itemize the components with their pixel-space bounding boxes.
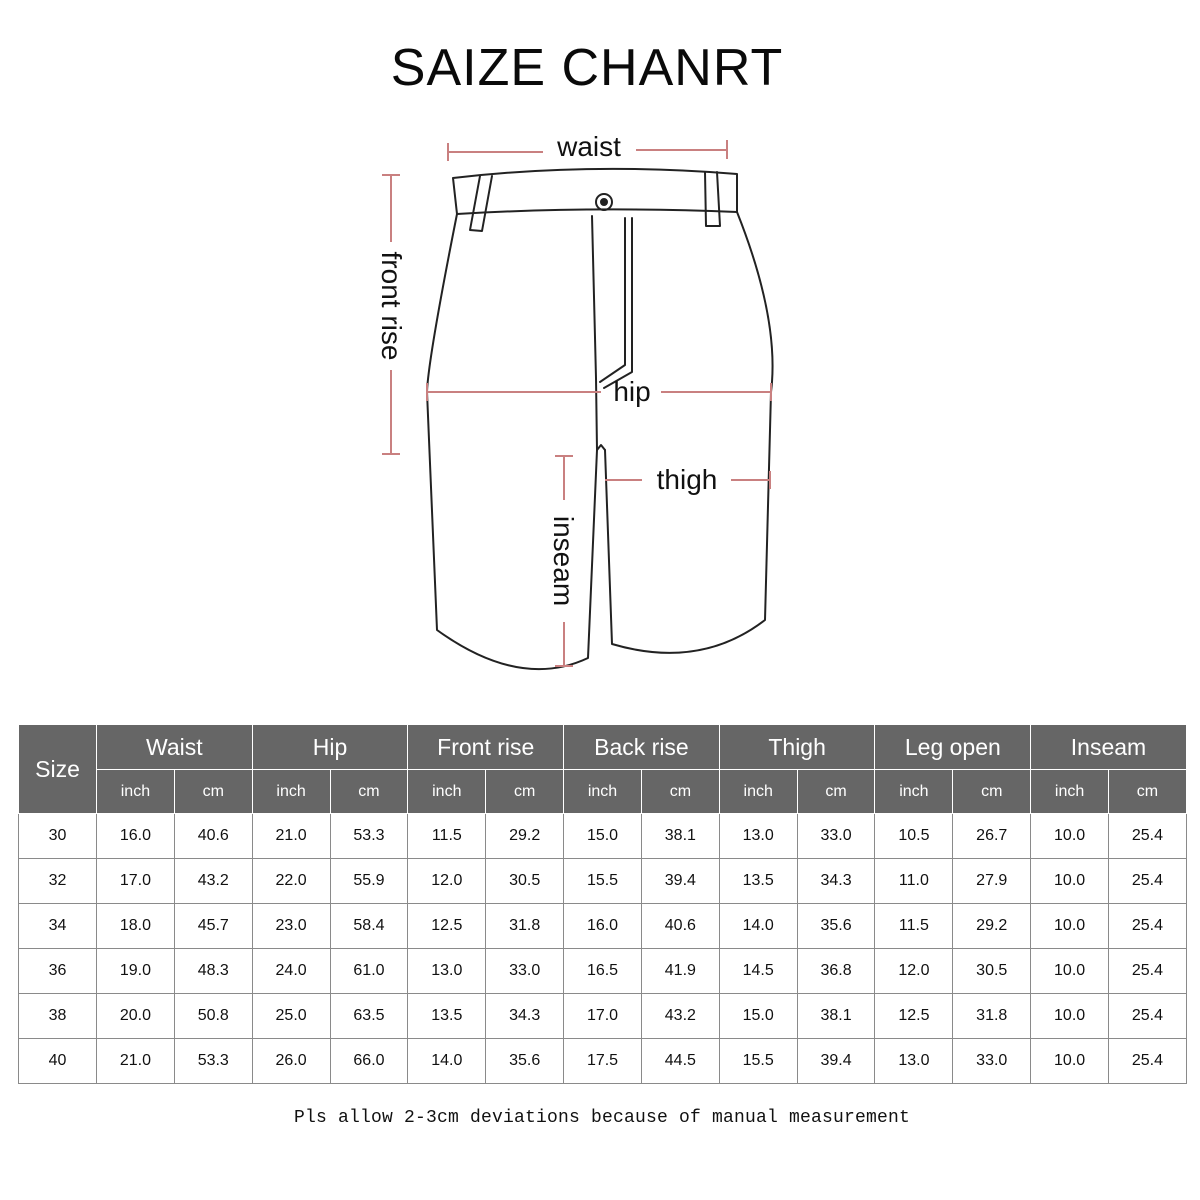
table-row — [19, 949, 1187, 994]
measurement-cell: 58.4 — [330, 904, 408, 949]
page-title: SAIZE CHANRT — [390, 39, 784, 97]
measurement-cell: 21.0 — [97, 1039, 175, 1084]
measurement-cell: 12.0 — [875, 949, 953, 994]
measurement-cell: 10.0 — [1031, 859, 1109, 904]
measurement-cell: 33.0 — [953, 1039, 1031, 1084]
unit-header-inch: inch — [719, 770, 797, 814]
measurement-cell: 36.8 — [797, 949, 875, 994]
measurement-cell: 25.4 — [1109, 994, 1187, 1039]
measurement-cell: 39.4 — [797, 1039, 875, 1084]
measurement-cell: 17.5 — [564, 1039, 642, 1084]
measurement-cell: 40.6 — [174, 814, 252, 859]
unit-header-cm: cm — [1109, 770, 1187, 814]
measurement-cell: 40.6 — [641, 904, 719, 949]
unit-header-row — [19, 770, 1187, 814]
measurement-cell: 25.4 — [1109, 859, 1187, 904]
measurement-cell: 31.8 — [953, 994, 1031, 1039]
measurement-cell: 30.5 — [953, 949, 1031, 994]
measurement-cell: 63.5 — [330, 994, 408, 1039]
measurement-cell: 35.6 — [797, 904, 875, 949]
group-header-waist: Waist — [97, 725, 253, 770]
measurement-cell: 24.0 — [252, 949, 330, 994]
unit-header-inch: inch — [252, 770, 330, 814]
table-row — [19, 1039, 1187, 1084]
unit-header-inch: inch — [97, 770, 175, 814]
unit-header-cm: cm — [797, 770, 875, 814]
measurement-cell: 12.5 — [875, 994, 953, 1039]
measurement-cell: 10.0 — [1031, 904, 1109, 949]
inseam-label: inseam — [548, 515, 579, 607]
measurement-cell: 21.0 — [252, 814, 330, 859]
thigh-label: thigh — [656, 464, 718, 495]
size-table-body — [19, 814, 1187, 1084]
measurement-cell: 43.2 — [174, 859, 252, 904]
measurement-cell: 11.5 — [408, 814, 486, 859]
measurement-cell: 30.5 — [486, 859, 564, 904]
front-rise-label: front rise — [376, 251, 407, 361]
measurement-cell: 27.9 — [953, 859, 1031, 904]
measurement-cell: 25.4 — [1109, 904, 1187, 949]
right-leg-outline — [605, 212, 773, 653]
measurement-cell: 10.0 — [1031, 994, 1109, 1039]
unit-header-inch: inch — [875, 770, 953, 814]
group-header-row — [19, 725, 1187, 770]
measurement-cell: 13.0 — [719, 814, 797, 859]
measurement-cell: 43.2 — [641, 994, 719, 1039]
unit-header-cm: cm — [174, 770, 252, 814]
measurement-cell: 16.0 — [564, 904, 642, 949]
group-header-back-rise: Back rise — [564, 725, 720, 770]
measurement-cell: 10.0 — [1031, 949, 1109, 994]
belt-loop-right — [705, 172, 720, 226]
measurement-cell: 34.3 — [797, 859, 875, 904]
measurement-cell: 12.5 — [408, 904, 486, 949]
measurement-cell: 33.0 — [486, 949, 564, 994]
size-cell: 30 — [19, 814, 97, 859]
hip-label: hip — [613, 376, 651, 407]
measurement-cell: 41.9 — [641, 949, 719, 994]
group-header-thigh: Thigh — [719, 725, 875, 770]
waist-label: waist — [557, 131, 621, 162]
size-cell: 34 — [19, 904, 97, 949]
unit-header-inch: inch — [408, 770, 486, 814]
measurement-cell: 22.0 — [252, 859, 330, 904]
waistband-outline — [453, 169, 737, 214]
measurement-cell: 14.0 — [719, 904, 797, 949]
measurement-cell: 53.3 — [174, 1039, 252, 1084]
measurement-cell: 25.4 — [1109, 1039, 1187, 1084]
measurement-cell: 34.3 — [486, 994, 564, 1039]
unit-header-inch: inch — [564, 770, 642, 814]
measurement-cell: 11.0 — [875, 859, 953, 904]
measurement-cell: 13.5 — [719, 859, 797, 904]
measurement-cell: 13.0 — [875, 1039, 953, 1084]
measurement-cell: 10.0 — [1031, 814, 1109, 859]
measurement-cell: 50.8 — [174, 994, 252, 1039]
measurement-cell: 11.5 — [875, 904, 953, 949]
measurement-cell: 25.4 — [1109, 814, 1187, 859]
fly-stitch — [600, 218, 632, 388]
group-header-hip: Hip — [252, 725, 408, 770]
measurement-cell: 17.0 — [564, 994, 642, 1039]
unit-header-cm: cm — [641, 770, 719, 814]
unit-header-cm: cm — [953, 770, 1031, 814]
footnote: Pls allow 2-3cm deviations because of manual measurement — [293, 1108, 911, 1128]
measurement-cell: 15.0 — [564, 814, 642, 859]
measurement-cell: 39.4 — [641, 859, 719, 904]
measurement-cell: 15.5 — [564, 859, 642, 904]
measurement-cell: 44.5 — [641, 1039, 719, 1084]
measurement-cell: 18.0 — [97, 904, 175, 949]
measurement-cell: 38.1 — [797, 994, 875, 1039]
size-cell: 36 — [19, 949, 97, 994]
unit-header-cm: cm — [486, 770, 564, 814]
unit-header-cm: cm — [330, 770, 408, 814]
measurement-cell: 66.0 — [330, 1039, 408, 1084]
measurement-cell: 19.0 — [97, 949, 175, 994]
group-header-leg-open: Leg open — [875, 725, 1031, 770]
measurement-cell: 25.0 — [252, 994, 330, 1039]
measurement-cell: 13.0 — [408, 949, 486, 994]
measurement-cell: 61.0 — [330, 949, 408, 994]
measurement-cell: 53.3 — [330, 814, 408, 859]
measurement-cell: 14.0 — [408, 1039, 486, 1084]
measurement-cell: 16.0 — [97, 814, 175, 859]
unit-header-inch: inch — [1031, 770, 1109, 814]
measurement-cell: 45.7 — [174, 904, 252, 949]
measurement-cell: 55.9 — [330, 859, 408, 904]
measurement-cell: 26.0 — [252, 1039, 330, 1084]
belt-loop-left — [470, 176, 492, 231]
table-row — [19, 859, 1187, 904]
measurement-cell: 14.5 — [719, 949, 797, 994]
table-row — [19, 904, 1187, 949]
measurement-cell: 33.0 — [797, 814, 875, 859]
measurement-cell: 13.5 — [408, 994, 486, 1039]
fly-outline — [592, 216, 597, 450]
size-cell: 40 — [19, 1039, 97, 1084]
size-header: Size — [19, 725, 97, 814]
measurement-cell: 23.0 — [252, 904, 330, 949]
measurement-cell: 48.3 — [174, 949, 252, 994]
measurement-cell: 12.0 — [408, 859, 486, 904]
measurement-cell: 25.4 — [1109, 949, 1187, 994]
measurement-cell: 35.6 — [486, 1039, 564, 1084]
measurement-cell: 17.0 — [97, 859, 175, 904]
measurement-cell: 15.0 — [719, 994, 797, 1039]
measurement-cell: 15.5 — [719, 1039, 797, 1084]
group-header-front-rise: Front rise — [408, 725, 564, 770]
table-row — [19, 814, 1187, 859]
measurement-cell: 29.2 — [486, 814, 564, 859]
measurement-cell: 29.2 — [953, 904, 1031, 949]
group-header-inseam: Inseam — [1031, 725, 1187, 770]
measurement-cell: 10.5 — [875, 814, 953, 859]
measurement-cell: 16.5 — [564, 949, 642, 994]
measurement-cell: 26.7 — [953, 814, 1031, 859]
table-row — [19, 994, 1187, 1039]
size-chart-table — [18, 724, 1187, 1084]
measurement-cell: 20.0 — [97, 994, 175, 1039]
size-cell: 32 — [19, 859, 97, 904]
size-cell: 38 — [19, 994, 97, 1039]
measurement-cell: 38.1 — [641, 814, 719, 859]
measurement-cell: 10.0 — [1031, 1039, 1109, 1084]
measurement-cell: 31.8 — [486, 904, 564, 949]
